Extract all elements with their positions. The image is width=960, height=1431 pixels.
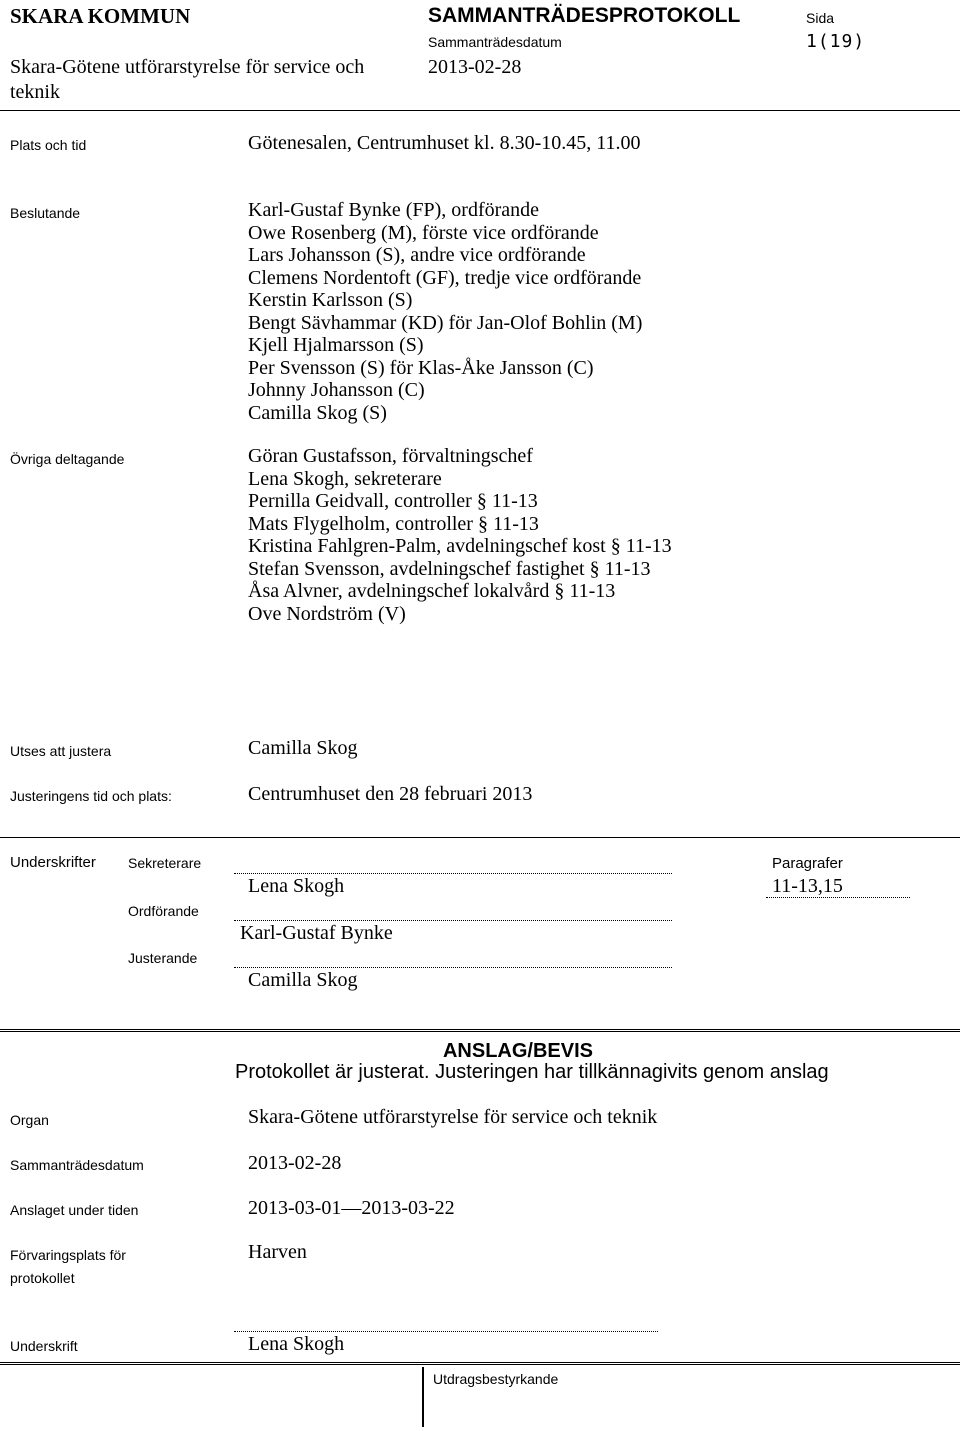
notice-date-label: Sammanträdesdatum [10,1157,144,1173]
place-value: Götenesalen, Centrumhuset kl. 8.30-10.45, 11.00 [248,132,641,154]
list-item: Bengt Sävhammar (KD) för Jan-Olof Bohlin (M) [248,311,643,334]
signatures-title: Underskrifter [10,854,96,871]
list-item: Per Svensson (S) för Klas-Åke Jansson (C) [248,356,594,379]
meeting-date-label: Sammanträdesdatum [428,34,562,50]
secretary-label: Sekreterare [128,855,202,871]
list-item: Owe Rosenberg (M), förste vice ordförande [248,221,599,244]
page-label: Sida [806,10,835,26]
list-item: Ove Nordström (V) [248,602,406,625]
footer-divider [0,1362,960,1365]
meeting-date-value: 2013-02-28 [428,56,522,78]
document-title: SAMMANTRÄDESPROTOKOLL [428,4,741,27]
organ-label: Organ [10,1112,49,1128]
list-item: Kristina Fahlgren-Palm, avdelningschef kost § 11-13 [248,535,672,557]
paragraphs-line [766,897,910,898]
chair-label: Ordförande [128,903,199,919]
place-label: Plats och tid [10,137,87,153]
adjuster-signature-line [234,967,672,968]
list-item: Johnny Johansson (C) [248,379,425,401]
storage-value: Harven [248,1241,307,1263]
adjuster-label: Utses att justera [10,743,112,759]
adjuster-signature-name: Camilla Skog [248,969,358,991]
certification-box-edge [422,1367,424,1427]
notice-period-label: Anslaget under tiden [10,1202,139,1218]
adjuster-value: Camilla Skog [248,737,358,759]
notice-divider [0,1029,960,1032]
deciding-label: Beslutande [10,205,81,221]
list-item: Lars Johansson (S), andre vice ordförande [248,244,586,266]
list-item: Lena Skogh, sekreterare [248,467,442,490]
municipality-name: SKARA KOMMUN [10,4,191,28]
organ-value: Skara-Götene utförarstyrelse för service och teknik [248,1106,658,1128]
adjuster-signature-label: Justerande [128,950,198,966]
list-item: Mats Flygelholm, controller § 11-13 [248,512,539,535]
adjust-time-label: Justeringens tid och plats: [10,788,172,804]
list-item: Clemens Nordentoft (GF), tredje vice ordförande [248,266,642,289]
others-label: Övriga deltagande [10,451,125,467]
page-number: 1(19) [806,31,866,52]
list-item: Åsa Alvner, avdelningschef lokalvård § 11-13 [248,580,616,602]
secretary-name: Lena Skogh [248,875,345,897]
paragraphs-value: 11-13,15 [772,875,843,897]
notice-subtitle: Protokollet är justerat. Justeringen har tillkännagivits genom anslag [235,1061,829,1083]
notice-title: ANSLAG/BEVIS [442,1040,594,1062]
list-item: Kerstin Karlsson (S) [248,289,413,311]
deciding-list [248,199,642,424]
list-item: Karl-Gustaf Bynke (FP), ordförande [248,199,540,221]
adjust-time-value: Centrumhuset den 28 februari 2013 [248,783,533,805]
list-item: Göran Gustafsson, förvaltningschef [248,445,533,467]
certification-label: Utdragsbestyrkande [433,1371,559,1387]
list-item: Stefan Svensson, avdelningschef fastighet § 11-13 [248,557,651,580]
notice-signature-name: Lena Skogh [248,1333,345,1355]
notice-date-value: 2013-02-28 [248,1152,342,1174]
list-item: Camilla Skog (S) [248,401,387,424]
committee-name-line1: Skara-Götene utförarstyrelse för service och [10,56,365,78]
secretary-signature-line [234,873,672,874]
list-item: Pernilla Geidvall, controller § 11-13 [248,490,538,512]
notice-period-value: 2013-03-01—2013-03-22 [248,1197,455,1219]
chair-name: Karl-Gustaf Bynke [240,922,393,944]
notice-signature-label: Underskrift [10,1338,78,1354]
signatures-divider [0,837,960,838]
chair-signature-line [234,920,672,921]
list-item: Kjell Hjalmarsson (S) [248,334,424,356]
committee-name-line2: teknik [10,81,60,103]
storage-label-line1: Förvaringsplats för [10,1247,126,1263]
paragraphs-label: Paragrafer [772,855,843,872]
storage-label-line2: protokollet [10,1270,75,1286]
header-divider [0,110,960,111]
others-list [248,445,672,625]
notice-signature-line [234,1331,658,1332]
